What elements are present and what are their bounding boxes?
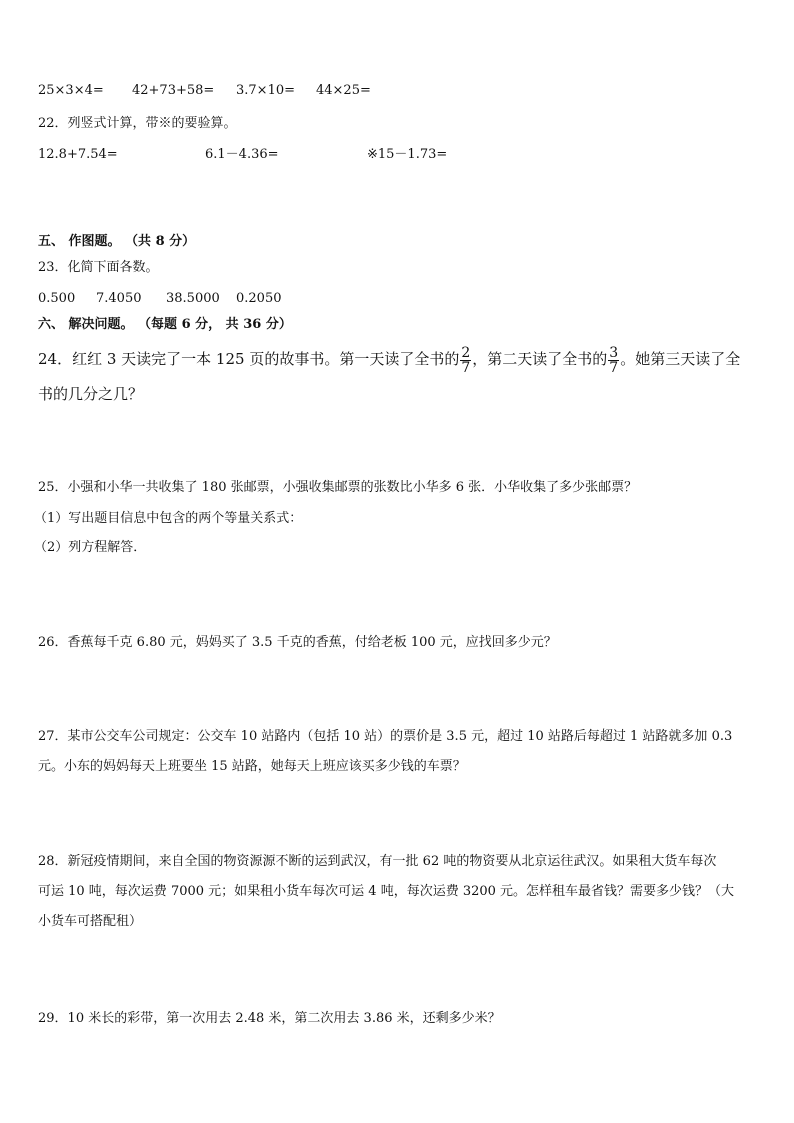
question-22-title: 22．列竖式计算，带※的要验算。 [38,116,237,131]
question-23-title: 23．化简下面各数。 [38,260,159,275]
fraction-denominator: 7 [609,359,619,376]
calc-item: 3.7×10= [236,83,296,98]
number-item: 0.500 [38,291,76,306]
section-5-heading: 五、 作图题。 （共 8 分） [38,234,196,249]
q24-text-1: 24．红红 3 天读完了一本 125 页的故事书。第一天读了全书的 [38,350,460,368]
question-24-line-1 [38,343,740,375]
calc-row-1 [38,82,371,100]
question-28-line-2: 可运 10 吨，每次运费 7000 元；如果租小货车每次可运 4 吨，每次运费 3200 元。怎样租车最省钱？需要多少钱？（大 [38,884,735,899]
fraction-numerator: 2 [461,344,471,361]
question-25-title: 25．小强和小华一共收集了 180 张邮票，小强收集邮票的张数比小华多 6 张．小华收集了多少张邮票？ [38,480,638,495]
number-item: 0.2050 [236,291,282,306]
fraction-denominator: 7 [461,359,471,376]
question-23-items [38,290,282,308]
q24-text-3: 。她第三天读了全 [620,350,741,368]
q24-text-2: ，第二天读了全书的 [472,350,608,368]
question-25-sub-1: （1）写出题目信息中包含的两个等量关系式： [34,511,303,526]
vertical-calc-item: 12.8+7.54= [38,147,118,162]
vertical-calc-item: 6.1－4.36= [205,147,279,162]
question-26-title: 26．香蕉每千克 6.80 元，妈妈买了 3.5 千克的香蕉，付给老板 100 元，应找回多少元？ [38,635,557,650]
number-item: 38.5000 [166,291,220,306]
question-24-line-2: 书的几分之几？ [38,385,144,403]
calc-item: 44×25= [316,83,371,98]
fraction-numerator: 3 [609,344,619,361]
vertical-calc-item: ※15－1.73= [367,147,448,162]
question-25-sub-2: （2）列方程解答． [34,540,147,555]
fraction-two-sevenths [460,346,471,375]
calc-item: 42+73+58= [132,83,215,98]
question-27-line-1: 27．某市公交车公司规定：公交车 10 站路内（包括 10 站）的票价是 3.5 元，超过 10 站路后每超过 1 站路就多加 0.3 [38,729,733,744]
question-29-title: 29．10 米长的彩带，第一次用去 2.48 米，第二次用去 3.86 米，还剩多少米？ [38,1011,501,1026]
question-28-line-3: 小货车可搭配租） [38,914,143,929]
question-27-line-2: 元。小东的妈妈每天上班要坐 15 站路，她每天上班应该买多少钱的车票？ [38,759,466,774]
number-item: 7.4050 [96,291,142,306]
calc-item: 25×3×4= [38,83,104,98]
fraction-three-sevenths [608,346,619,375]
question-22-items [38,146,447,164]
section-6-heading: 六、 解决问题。 （每题 6 分， 共 36 分） [38,317,292,332]
question-28-line-1: 28．新冠疫情期间，来自全国的物资源源不断的运到武汉，有一批 62 吨的物资要从北京运往武汉。如果租大货车每次 [38,854,717,869]
